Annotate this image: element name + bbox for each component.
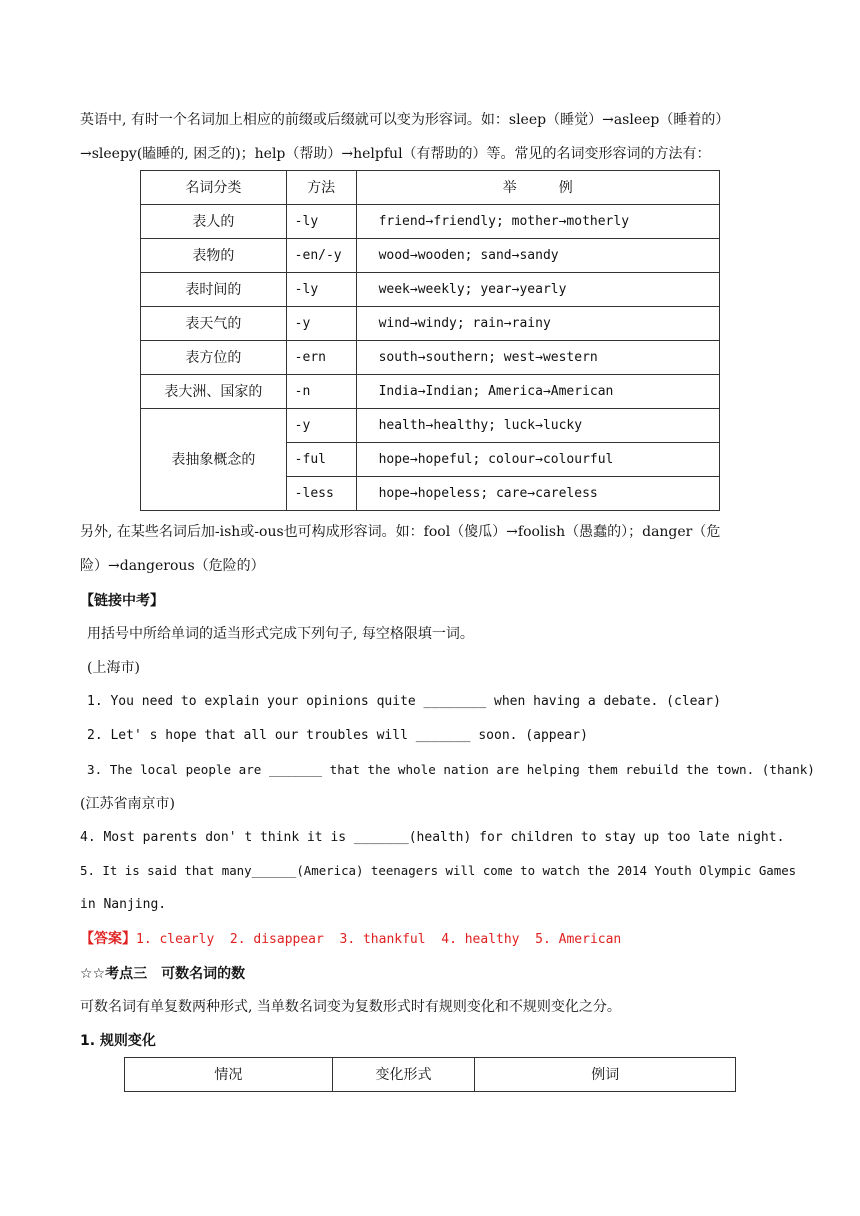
question-5: 5. It is said that many______(America) teenagers will come to watch the 2014 Youth Olympic Games bbox=[80, 863, 797, 878]
row-method: -ly bbox=[286, 205, 356, 239]
header-method: 方法 bbox=[286, 171, 356, 205]
header-situation: 情况 bbox=[125, 1058, 333, 1092]
row-category: 表大洲、国家的 bbox=[141, 375, 287, 409]
header-examples: 例词 bbox=[475, 1058, 736, 1092]
question-1: 1. You need to explain your opinions quite ________ when having a debate. (clear) bbox=[87, 694, 721, 709]
question-4: 4. Most parents don' t think it is _______(health) for children to stay up too late night. bbox=[80, 830, 785, 845]
row-method: -ful bbox=[286, 443, 356, 477]
row-method: -y bbox=[286, 409, 356, 443]
sub-heading: 1. 规则变化 bbox=[80, 1033, 156, 1049]
row-method: -less bbox=[286, 477, 356, 511]
header-category: 名词分类 bbox=[141, 171, 287, 205]
table-row bbox=[141, 239, 720, 273]
regular-plural-table bbox=[124, 1057, 736, 1092]
header-form: 变化形式 bbox=[332, 1058, 475, 1092]
row-method: -y bbox=[286, 307, 356, 341]
row-category: 表方位的 bbox=[141, 341, 287, 375]
header-example: 举 例 bbox=[356, 171, 719, 205]
section-heading: ☆☆考点三 可数名词的数 bbox=[80, 966, 246, 982]
intro-line-2: →sleepy(瞌睡的, 困乏的)；help（帮助）→helpful（有帮助的）等。常见的名词变形容词的方法有： bbox=[80, 146, 711, 162]
row-example: health→healthy; luck→lucky bbox=[356, 409, 719, 443]
section-description: 可数名词有单复数两种形式, 当单数名词变为复数形式时有规则变化和不规则变化之分。 bbox=[80, 999, 621, 1015]
row-example: hope→hopeless; care→careless bbox=[356, 477, 719, 511]
source-shanghai: (上海市) bbox=[87, 660, 140, 676]
row-example: wind→windy; rain→rainy bbox=[356, 307, 719, 341]
extra-line-2: 险）→dangerous（危险的） bbox=[80, 558, 265, 574]
table-row bbox=[141, 307, 720, 341]
link-heading: 【链接中考】 bbox=[80, 593, 164, 609]
answer-label: 【答案】 bbox=[80, 931, 136, 947]
question-2: 2. Let' s hope that all our troubles will _______ soon. (appear) bbox=[87, 728, 588, 743]
row-example: south→southern; west→western bbox=[356, 341, 719, 375]
row-category: 表物的 bbox=[141, 239, 287, 273]
table-row bbox=[141, 409, 720, 443]
question-5-cont: in Nanjing. bbox=[80, 897, 167, 912]
row-method: -n bbox=[286, 375, 356, 409]
instruction: 用括号中所给单词的适当形式完成下列句子, 每空格限填一词。 bbox=[87, 626, 474, 642]
row-method: -ern bbox=[286, 341, 356, 375]
question-3: 3. The local people are _______ that the whole nation are helping them rebuild the town. (thank) bbox=[87, 762, 815, 777]
row-example: India→Indian; America→American bbox=[356, 375, 719, 409]
table-row bbox=[141, 375, 720, 409]
row-category: 表抽象概念的 bbox=[141, 409, 287, 511]
table-header-row bbox=[125, 1058, 736, 1092]
row-category: 表人的 bbox=[141, 205, 287, 239]
row-category: 表时间的 bbox=[141, 273, 287, 307]
extra-line-1: 另外, 在某些名词后加-ish或-ous也可构成形容词。如：fool（傻瓜）→foolish（愚蠢的）；danger（危 bbox=[80, 524, 721, 540]
row-method: -en/-y bbox=[286, 239, 356, 273]
source-nanjing: (江苏省南京市) bbox=[80, 796, 175, 812]
answer-text: 1. clearly 2. disappear 3. thankful 4. healthy 5. American bbox=[136, 932, 622, 947]
table-header-row bbox=[141, 171, 720, 205]
row-method: -ly bbox=[286, 273, 356, 307]
intro-line-1: 英语中, 有时一个名词加上相应的前缀或后缀就可以变为形容词。如：sleep（睡觉）→asleep（睡着的） bbox=[80, 112, 730, 128]
noun-to-adjective-table bbox=[140, 170, 720, 511]
row-example: week→weekly; year→yearly bbox=[356, 273, 719, 307]
table-row bbox=[141, 205, 720, 239]
row-example: hope→hopeful; colour→colourful bbox=[356, 443, 719, 477]
row-example: friend→friendly; mother→motherly bbox=[356, 205, 719, 239]
answer-line bbox=[80, 929, 785, 950]
row-category: 表天气的 bbox=[141, 307, 287, 341]
table-row bbox=[141, 341, 720, 375]
table-row bbox=[141, 273, 720, 307]
row-example: wood→wooden; sand→sandy bbox=[356, 239, 719, 273]
